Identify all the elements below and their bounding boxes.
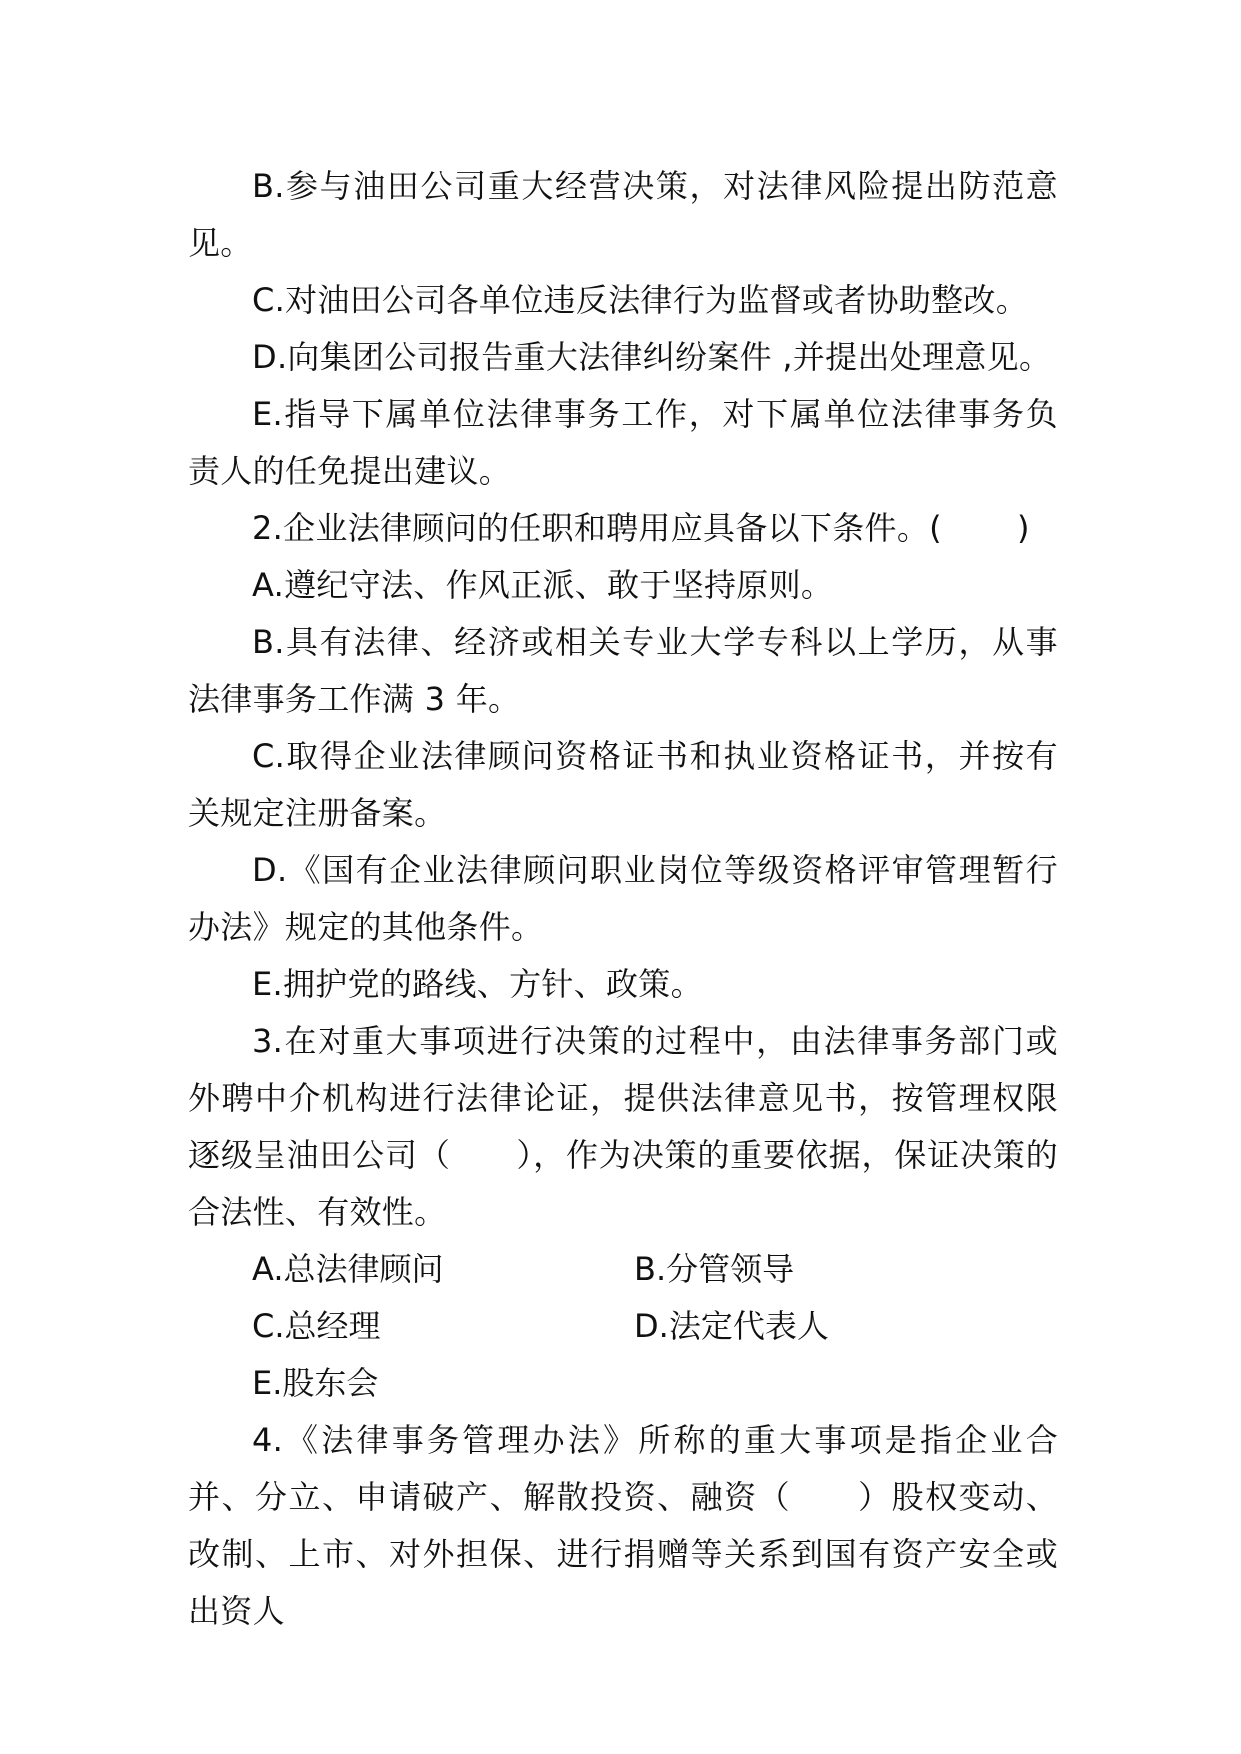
q2-option-e: E.拥护党的路线、方针、政策。 [252, 965, 703, 1003]
q1-option-c: C.对油田公司各单位违反法律行为监督或者协助整改。 [252, 281, 1029, 319]
q3-option-a: A.总法律顾问 [252, 1250, 444, 1288]
question-2: 2.企业法律顾问的任职和聘用应具备以下条件。( ) [252, 509, 1030, 547]
q2-option-d: D.《国有企业法律顾问职业岗位等级资格评审管理暂行办法》规定的其他条件。 [188, 851, 1058, 946]
q1-option-b: B.参与油田公司重大经营决策，对法律风险提出防范意见。 [188, 167, 1058, 262]
q2-option-c: C.取得企业法律顾问资格证书和执业资格证书，并按有关规定注册备案。 [188, 737, 1058, 832]
q3-option-e: E.股东会 [252, 1364, 379, 1402]
question-3: 3.在对重大事项进行决策的过程中，由法律事务部门或外聘中介机构进行法律论证，提供法律意见书，按管理权限逐级呈油田公司（ ），作为决策的重要依据，保证决策的合法性、有效性。 [188, 1022, 1058, 1231]
question-4: 4.《法律事务管理办法》所称的重大事项是指企业合并、分立、申请破产、解散投资、融资（ ）股权变动、改制、上市、对外担保、进行捐赠等关系到国有资产安全或出资人 [188, 1421, 1058, 1630]
q3-options-row-1 [188, 1241, 1058, 1298]
q3-option-c: C.总经理 [252, 1307, 381, 1345]
q3-option-b: B.分管领导 [634, 1250, 795, 1288]
q3-option-d: D.法定代表人 [634, 1307, 829, 1345]
q3-options-row-3 [188, 1355, 1058, 1412]
q2-option-a: A.遵纪守法、作风正派、敢于坚持原则。 [252, 566, 834, 604]
q3-options-row-2 [188, 1298, 1058, 1355]
document-page [188, 158, 1058, 1640]
q2-option-b: B.具有法律、经济或相关专业大学专科以上学历，从事法律事务工作满 3 年。 [188, 623, 1058, 718]
q1-option-d: D.向集团公司报告重大法律纠纷案件 ,并提出处理意见。 [252, 338, 1052, 376]
q1-option-e: E.指导下属单位法律事务工作，对下属单位法律事务负责人的任免提出建议。 [188, 395, 1058, 490]
